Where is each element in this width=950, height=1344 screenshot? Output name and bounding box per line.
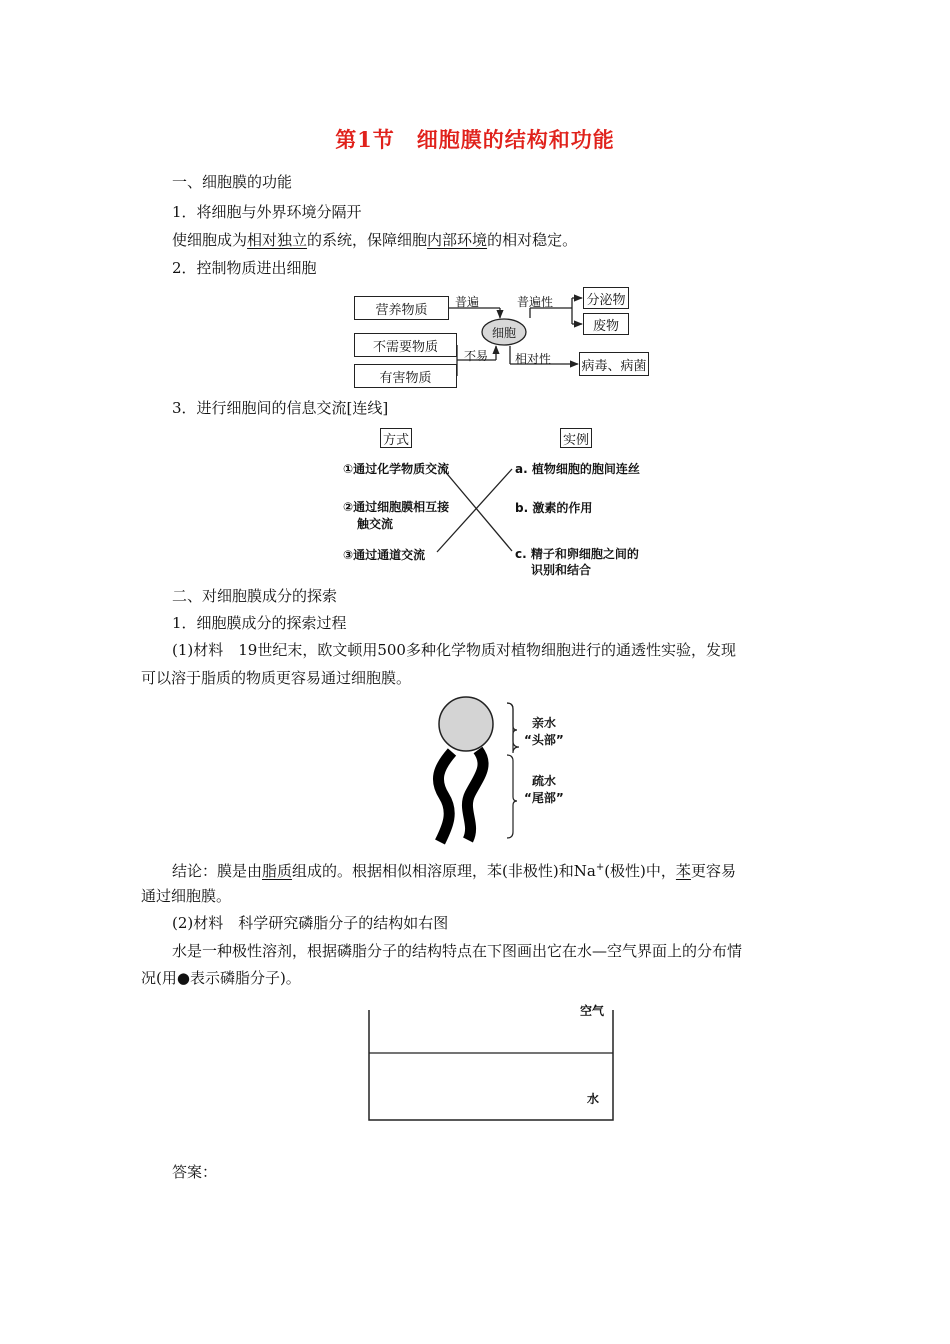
blank-internal-environment: 内部环境 [427, 231, 488, 249]
example-fertilization-line2: 识别和结合 [531, 563, 592, 577]
header-method: 方式 [380, 428, 412, 448]
question-line1: 水是一种极性溶剂，根据磷脂分子的结构特点在下图画出它在水—空气界面上的分布情 [172, 942, 743, 960]
material1-line2: 可以溶于脂质的物质更容易通过细胞膜。 [141, 669, 412, 687]
item2-title: 2．控制物质进出细胞 [172, 259, 317, 277]
method-chemical: ①通过化学物质交流 [343, 462, 450, 476]
blank-benzene: 苯 [675, 862, 691, 880]
waste-box: 废物 [583, 313, 629, 335]
head-label-hydrophilic: 亲水 [532, 716, 557, 730]
section2-item1-title: 1．细胞膜成分的探索过程 [172, 614, 347, 632]
container-walls [369, 1010, 613, 1120]
page-title: 第1节 细胞膜的结构和功能 [335, 127, 615, 152]
item1-title: 1．将细胞与外界环境分隔开 [172, 203, 362, 221]
nutrients-box: 营养物质 [354, 296, 449, 320]
text-fragment: 的相对稳定。 [487, 231, 578, 249]
secretions-box: 分泌物 [583, 287, 629, 309]
item3-title: 3．进行细胞间的信息交流[连线] [172, 399, 389, 417]
header-example: 实例 [560, 428, 592, 448]
tail-label-tail: “尾部” [524, 791, 564, 805]
conclusion-line2: 通过细胞膜。 [141, 887, 232, 905]
head-label-head: “头部” [524, 733, 564, 747]
method-channel: ③通过通道交流 [343, 548, 426, 562]
pathogens-box: 病毒、病菌 [579, 352, 649, 376]
text-fragment: 更容易 [690, 862, 736, 880]
material1-line1: (1)材料 19世纪末，欧文顿用500多种化学物质对植物细胞进行的通透性实验，发现 [172, 641, 736, 659]
harmful-box: 有害物质 [354, 364, 457, 388]
text-fragment: 的系统，保障细胞 [307, 231, 428, 249]
air-label: 空气 [580, 1004, 605, 1018]
text-fragment: 组成的。根据相似相溶原理，苯(非极性)和Na [292, 862, 596, 880]
cell-label: 细胞 [491, 326, 516, 340]
blank-relative-independent: 相对独立 [247, 231, 308, 249]
unneeded-box: 不需要物质 [354, 333, 457, 357]
material2: (2)材料 科学研究磷脂分子的结构如右图 [172, 914, 449, 932]
example-hormone: b. 激素的作用 [515, 501, 593, 515]
question-line2: 况(用●表示磷脂分子)。 [141, 969, 301, 987]
example-fertilization-line1: c. 精子和卵细胞之间的 [515, 547, 639, 561]
label-common: 普遍 [455, 295, 480, 309]
section1-heading: 一、细胞膜的功能 [172, 173, 293, 191]
label-universal: 普遍性 [517, 295, 554, 309]
answer-label: 答案： [172, 1163, 218, 1181]
method-contact-line1: ②通过细胞膜相互接 [343, 500, 450, 514]
water-label: 水 [587, 1092, 600, 1106]
text-fragment: 使细胞成为 [172, 231, 248, 249]
method-contact-line2: 触交流 [357, 517, 394, 531]
blank-lipid: 脂质 [262, 862, 293, 880]
text-fragment: 结论：膜是由 [172, 862, 263, 880]
text-fragment: (极性)中， [604, 862, 676, 880]
tail-label-hydrophobic: 疏水 [532, 774, 557, 788]
section2-heading: 二、对细胞膜成分的探索 [172, 587, 338, 605]
example-plasmodesmata: a. 植物细胞的胞间连丝 [515, 462, 640, 476]
label-relative: 相对性 [515, 352, 552, 366]
label-not-easy: 不易 [464, 349, 489, 363]
superscript-plus: + [595, 862, 605, 873]
